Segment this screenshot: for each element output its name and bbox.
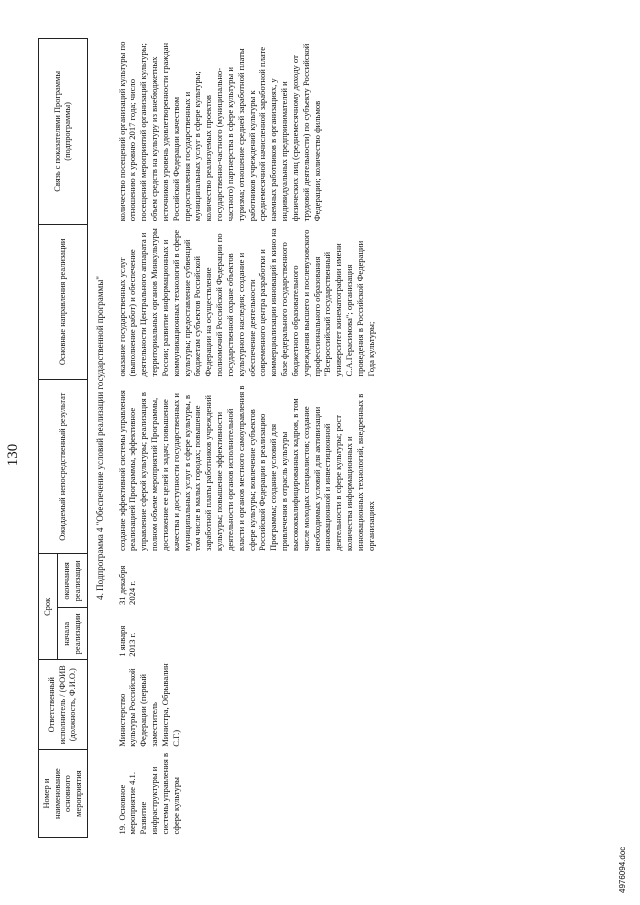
row-start: 1 января 2013 г. [116,625,138,657]
table-row [114,39,380,838]
row-number: 19. [116,823,127,835]
header-start: начала реализации [57,608,87,660]
row-executor: Министерство культуры Российской Федерации (первый заместитель Министра, Обрывалин С.Г.) [116,663,181,747]
row-directions: оказание государственных услуг (выполнение работ) и обеспечение деятельности Центрального аппарата и территориальных органов Минкультуры России; развитие информационных и коммуникационных технологий в сфере культуры; предоставление субвенций бюджетам субъектов Российской Федерации на осуществление полномочий Российской Федерации по государственной охране объектов культурного наследия; создание и обеспечение деятельности современного центра разработки и коммерциализации инноваций в кино на базе федерального государственного бюджетного образовательного учреждения высшего и послевузовского профессионального образования "Всероссийский государственный университет кинематографии имени С.А.Герасимова"; организация проведения в Российской Федерации Года культуры; [116,228,376,377]
row-name-cell [114,750,380,838]
header-name: Номер и наименование основного мероприятия [39,750,88,838]
header-row-top [39,39,58,838]
header-term: Срок [39,554,58,660]
header-end: окончания реализации [57,554,87,608]
header-directions: Основные направления реализации [39,224,88,379]
subprogram-row [88,39,114,838]
row-end: 31 декабря 2024 г. [116,565,138,605]
row-name: Основное мероприятие 4.1. Развитие инфраструктуры и системы управления в сфере культуры [116,752,181,835]
header-indicators: Связь с показателями Программы (подпрограммы) [39,39,88,225]
row-indicators: количество посещений организаций культуры по отношению к уровню 2017 года; число посещений мероприятий организаций культуры; объем средств на культуру из внебюджетных источников уровень удовлетворенности граждан Российской Федерации качеством предоставления государственных и муниципальных услуг в сфере культуры; количество реализуемых проектов государственно-частного (муниципально-частного) партнерства в сфере культуры и туризма; отношение средней заработной платы работников учреждений культуры к среднемесячной начисленной заработной плате наемных работников в организациях, у индивидуальных предпринимателей и физических лиц (среднемесячному доходу от трудовой деятельности) по субъекту Российской Федерации; количество фильмов [116,41,322,222]
header-result: Ожидаемый непосредственный результат [39,380,88,554]
header-executor: Ответственный исполнитель / (ФОИВ (должность, Ф.И.О.) [39,660,88,750]
program-table [38,38,380,838]
row-result: создание эффективной системы управления реализацией Программы, эффективное управление сферой культуры; реализация в полном объеме мероприятий Программы, достижение ее целей и задач; повышение качества и доступности государственных и муниципальных услуг в сфере культуры, в том числе в малых городах; повышение заработной платы работников учреждений культуры; повышение эффективности деятельности органов исполнительной власти и органов местного самоуправления в сфере культуры; вовлечение субъектов Российской Федерации в реализацию Программы; создание условий для привлечения в отрасль культуры высококвалифицированных кадров, в том числе молодых специалистов; создание необходимых условий для активизации инновационной и инвестиционной деятельности в сфере культуры; рост количества информационных и инновационных технологий, внедренных в организациях [116,385,376,551]
page-number: 130 [5,443,21,467]
subprogram-title: 4. Подпрограмма 4 "Обеспечение условий реализации государственной программы" [95,276,106,600]
footer-code: 4976094.doc [618,846,627,893]
